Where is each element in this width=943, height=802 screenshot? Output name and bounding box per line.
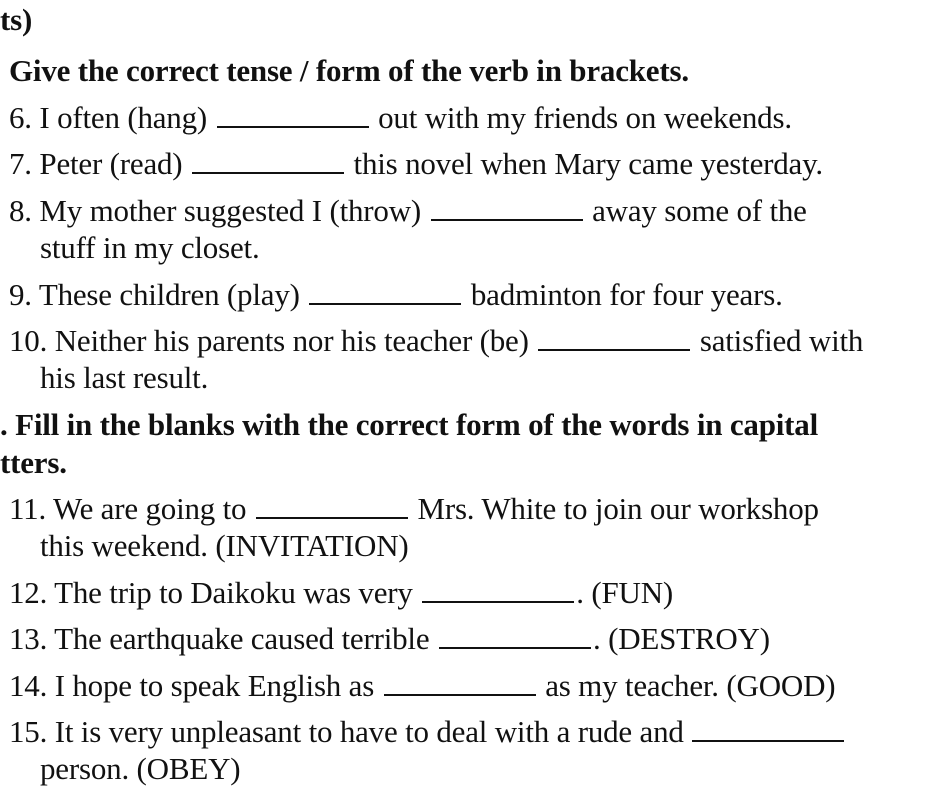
question-continuation-text: person. (OBEY) xyxy=(40,751,241,786)
question-15-continuation xyxy=(40,751,240,787)
question-text-after: . (DESTROY) xyxy=(592,621,770,656)
section-b-instruction-line-2 xyxy=(0,445,67,481)
answer-blank xyxy=(538,325,690,351)
question-14 xyxy=(9,668,835,704)
answer-blank xyxy=(692,716,844,742)
question-text-before: 7. Peter (read) xyxy=(9,146,190,181)
question-continuation-text: this weekend. (INVITATION) xyxy=(40,528,409,563)
question-7 xyxy=(9,146,823,182)
section-b-instruction-line-1 xyxy=(0,407,818,443)
instruction-text: Give the correct tense / form of the verb in brackets. xyxy=(9,53,689,88)
question-10 xyxy=(9,323,863,359)
question-text-before: 8. My mother suggested I (throw) xyxy=(9,193,429,228)
question-text-before: 15. It is very unpleasant to have to deal with a rude and xyxy=(9,714,684,749)
answer-blank xyxy=(422,577,574,603)
question-text-before: 11. We are going to xyxy=(9,491,254,526)
question-text-after: out with my friends on weekends. xyxy=(370,100,792,135)
question-text-after: badminton for four years. xyxy=(463,277,783,312)
answer-blank xyxy=(192,148,344,174)
instruction-text: . Fill in the blanks with the correct form of the words in capital xyxy=(0,407,819,442)
answer-blank xyxy=(384,670,536,696)
question-6 xyxy=(9,100,792,136)
question-8 xyxy=(9,193,807,229)
question-text-after: this novel when Mary came yesterday. xyxy=(345,146,823,181)
question-continuation-text: stuff in my closet. xyxy=(40,230,260,265)
section-heading-fragment xyxy=(0,2,32,38)
question-11-continuation xyxy=(40,528,409,564)
question-11 xyxy=(9,491,819,527)
question-9 xyxy=(9,277,783,313)
instruction-text: tters. xyxy=(0,445,67,480)
question-text-after: away some of the xyxy=(584,193,807,228)
section-a-instruction xyxy=(9,53,689,89)
question-13 xyxy=(9,621,770,657)
question-text-before: 10. Neither his parents nor his teacher (be) xyxy=(9,323,537,358)
answer-blank xyxy=(217,102,369,128)
question-text-before: 9. These children (play) xyxy=(9,277,308,312)
answer-blank xyxy=(309,279,461,305)
question-8-continuation xyxy=(40,230,260,266)
question-text-before: 13. The earthquake caused terrible xyxy=(9,621,437,656)
answer-blank xyxy=(431,195,583,221)
question-text-after: . (FUN) xyxy=(576,575,674,610)
question-text-after: as my teacher. (GOOD) xyxy=(537,668,836,703)
question-10-continuation xyxy=(40,360,208,396)
question-12 xyxy=(9,575,673,611)
heading-fragment-text: ts) xyxy=(0,2,33,37)
question-text-before: 14. I hope to speak English as xyxy=(9,668,382,703)
question-text-before: 6. I often (hang) xyxy=(9,100,215,135)
answer-blank xyxy=(439,623,591,649)
answer-blank xyxy=(256,493,408,519)
question-continuation-text: his last result. xyxy=(40,360,209,395)
question-text-after: satisfied with xyxy=(692,323,864,358)
question-text-before: 12. The trip to Daikoku was very xyxy=(9,575,421,610)
question-text-after: Mrs. White to join our workshop xyxy=(409,491,819,526)
question-15 xyxy=(9,714,846,750)
